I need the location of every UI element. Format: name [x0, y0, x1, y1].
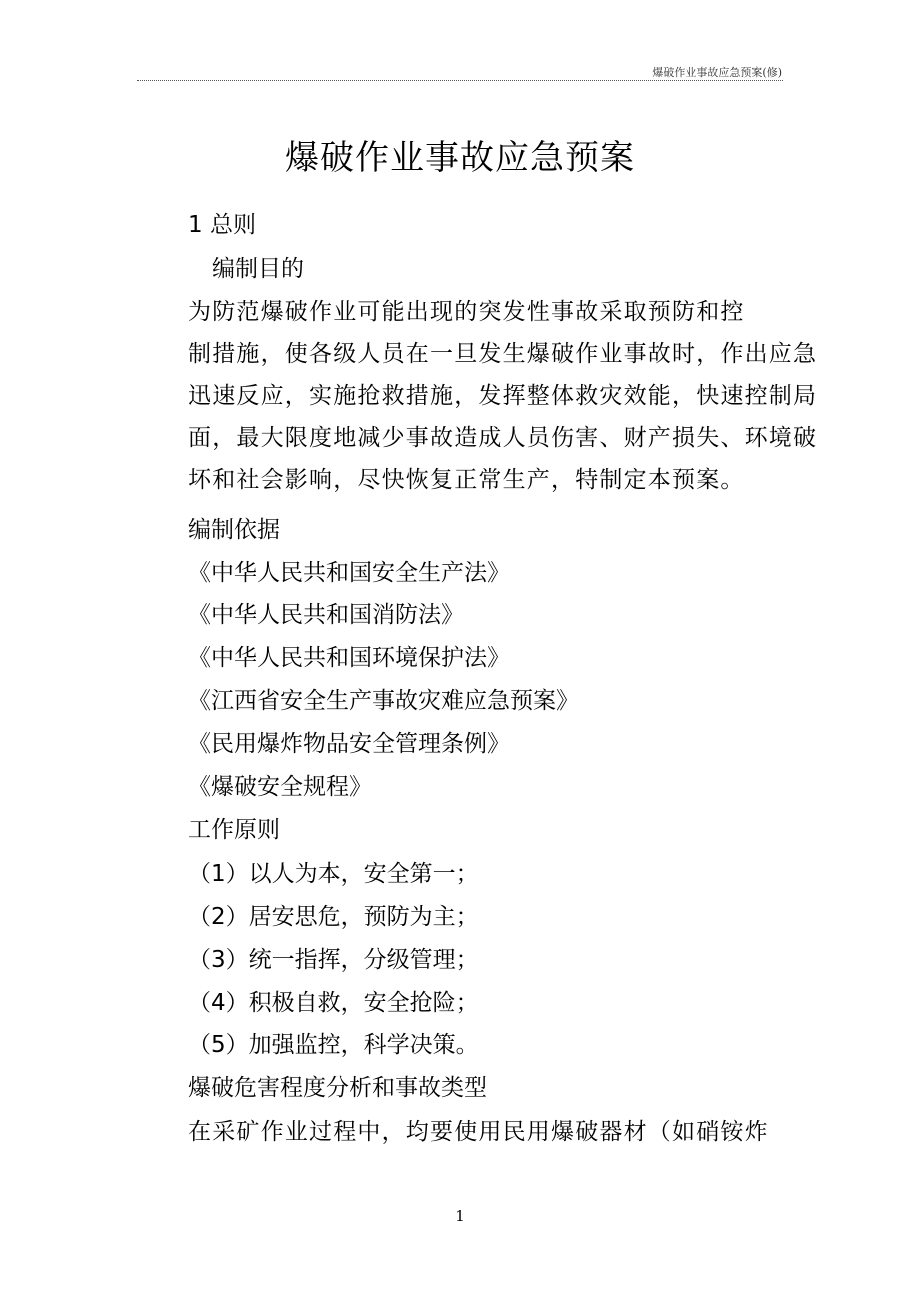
principle-item: （3）统一指挥，分级管理；	[188, 947, 479, 973]
paragraph-line: 迅速反应，实施抢救措施，发挥整体救灾效能，快速控制局	[188, 383, 818, 409]
principle-item: （4）积极自救，安全抢险；	[188, 990, 479, 1016]
principle-item: （1）以人为本，安全第一；	[188, 861, 479, 887]
principle-item: （2）居安思危，预防为主；	[188, 904, 479, 930]
basis-item: 《中华人民共和国环境保护法》	[188, 645, 510, 671]
hazard-paragraph-line: 在采矿作业过程中，均要使用民用爆破器材（如硝铵炸	[188, 1119, 769, 1145]
purpose-paragraph	[188, 291, 818, 501]
subheading-hazard: 爆破危害程度分析和事故类型	[188, 1075, 487, 1101]
paragraph-line: 坏和社会影响，尽快恢复正常生产，特制定本预案。	[188, 467, 745, 493]
basis-item: 《民用爆炸物品安全管理条例》	[188, 731, 510, 757]
subheading-purpose: 编制目的	[212, 256, 304, 282]
basis-item: 《江西省安全生产事故灾难应急预案》	[188, 688, 579, 714]
principle-item: （5）加强监控，科学决策。	[188, 1032, 479, 1058]
page-number: 1	[455, 1207, 465, 1225]
header-divider	[137, 80, 783, 81]
subheading-principles: 工作原则	[188, 817, 280, 843]
paragraph-line: 为防范爆破作业可能出现的突发性事故采取预防和控	[188, 299, 745, 325]
paragraph-line: 制措施，使各级人员在一旦发生爆破作业事故时，作出应急	[188, 341, 818, 367]
subheading-basis: 编制依据	[188, 517, 280, 543]
section-heading-general: 1 总则	[188, 212, 256, 238]
basis-item: 《爆破安全规程》	[188, 774, 372, 800]
basis-item: 《中华人民共和国消防法》	[188, 602, 464, 628]
running-header: 爆破作业事故应急预案(修)	[652, 66, 782, 79]
document-title: 爆破作业事故应急预案	[285, 138, 635, 178]
paragraph-line: 面，最大限度地减少事故造成人员伤害、财产损失、环境破	[188, 425, 818, 451]
basis-item: 《中华人民共和国安全生产法》	[188, 560, 510, 586]
